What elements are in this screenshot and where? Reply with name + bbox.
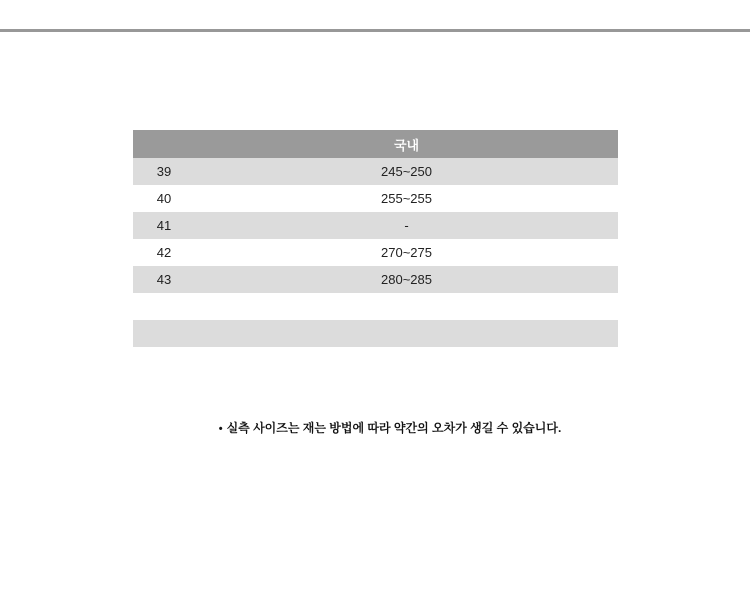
value-cell: 245~250	[381, 164, 432, 179]
value-cell: 255~255	[381, 191, 432, 206]
table-row	[133, 239, 618, 266]
value-cell: -	[404, 218, 409, 233]
table-row	[133, 266, 618, 293]
size-table-header	[133, 130, 618, 158]
size-cell: 41	[156, 218, 172, 233]
measurement-note-text: 실측 사이즈는 재는 방법에 따라 약간의 오차가 생길 수 있습니다.	[226, 421, 562, 435]
top-divider	[0, 29, 750, 32]
table-row-empty	[133, 320, 618, 347]
table-row	[133, 212, 618, 239]
size-cell: 39	[156, 164, 172, 179]
table-row-empty	[133, 293, 618, 320]
table-row	[133, 185, 618, 212]
size-table	[133, 130, 618, 374]
value-cell: 280~285	[381, 272, 432, 287]
table-row	[133, 158, 618, 185]
bullet-icon: •	[218, 423, 223, 435]
size-cell: 42	[156, 245, 172, 260]
header-region-cell: 국내	[393, 137, 420, 153]
measurement-note	[0, 421, 750, 437]
size-cell: 43	[156, 272, 172, 287]
table-row-empty	[133, 347, 618, 374]
value-cell: 270~275	[381, 245, 432, 260]
size-cell: 40	[156, 191, 172, 206]
